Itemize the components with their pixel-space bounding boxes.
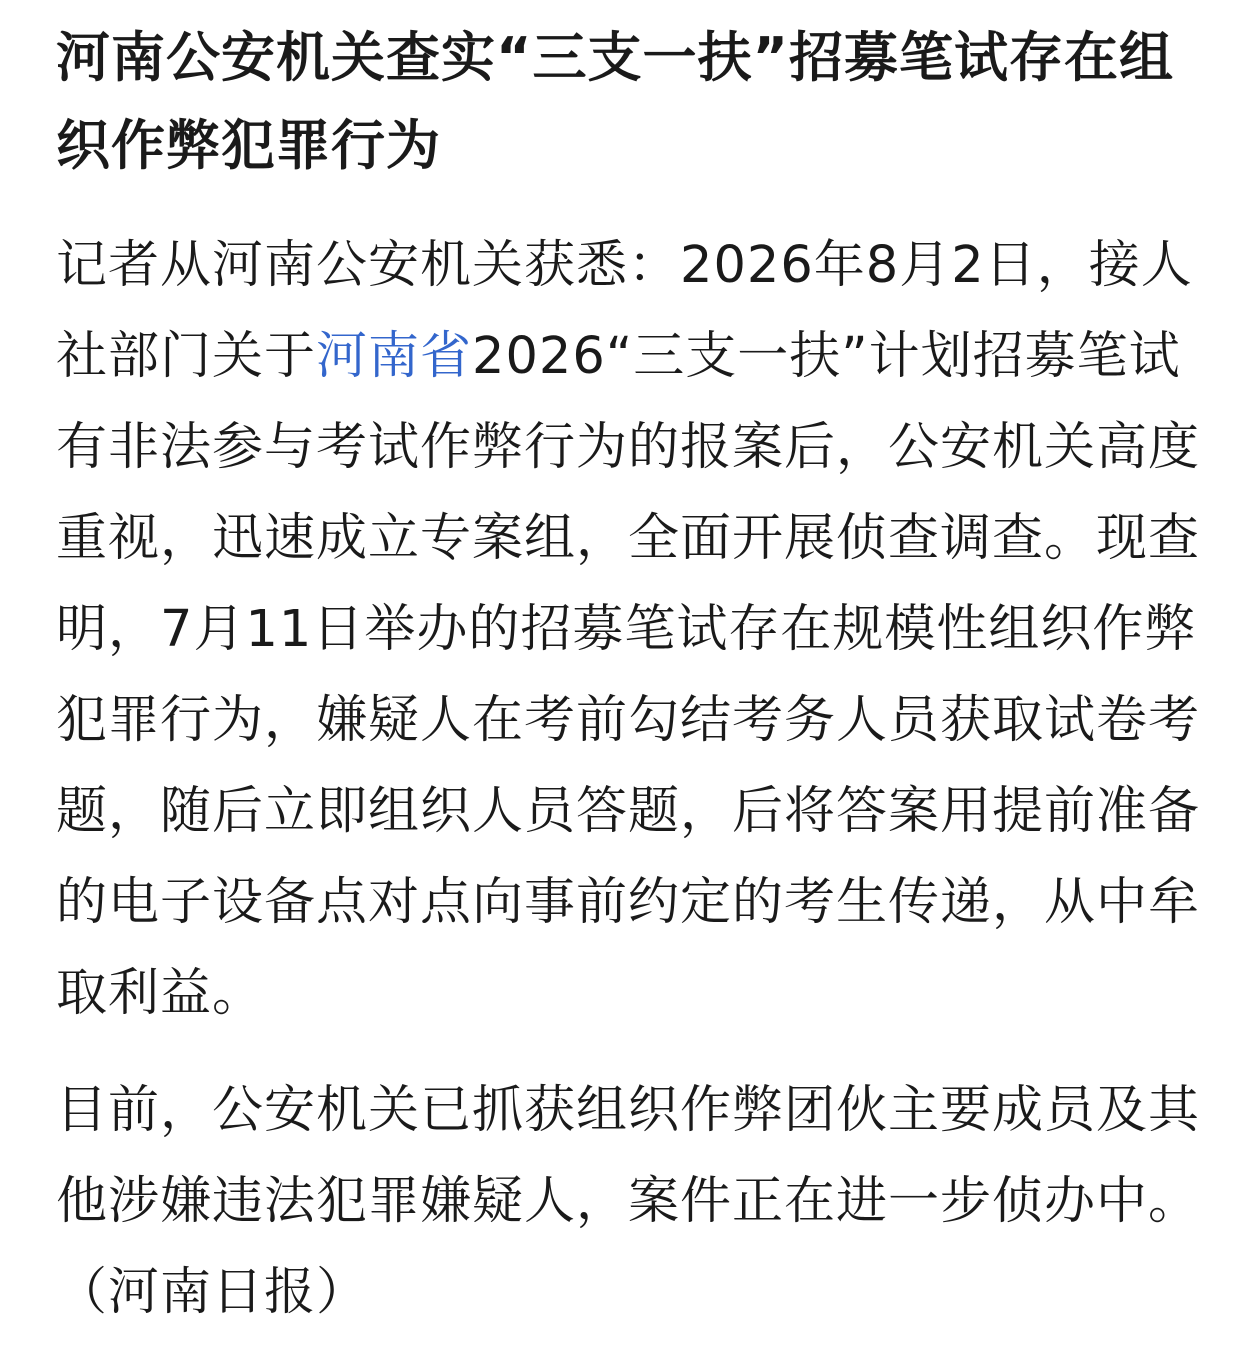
henan-province-link[interactable]: 河南省 (316, 327, 473, 386)
paragraph-1-text-before-link: 记者从河南公安机关获悉：2026年8月2日，接人社部门关于 (56, 236, 1193, 386)
paragraph-1-text-after-link: 2026“三支一扶”计划招募笔试有非法参与考试作弊行为的报案后，公安机关高度重视，迅速成立专案组，全面开展侦查调查。现查明，7月11日举办的招募笔试存在规模性组织作弊犯罪行为，嫌疑人在考前勾结考务人员获取试卷考题，随后立即组织人员答题，后将答案用提前准备的电子设备点对点向事前约定的考生传递，从中牟取利益。 (56, 327, 1201, 1023)
article-paragraph-1 (56, 220, 1206, 1039)
article-title: 河南公安机关查实“三支一扶”招募笔试存在组织作弊犯罪行为 (56, 26, 1174, 177)
article-paragraph-2: 目前，公安机关已抓获组织作弊团伙主要成员及其他涉嫌违法犯罪嫌疑人，案件正在进一步侦办中。（河南日报） (56, 1081, 1201, 1322)
